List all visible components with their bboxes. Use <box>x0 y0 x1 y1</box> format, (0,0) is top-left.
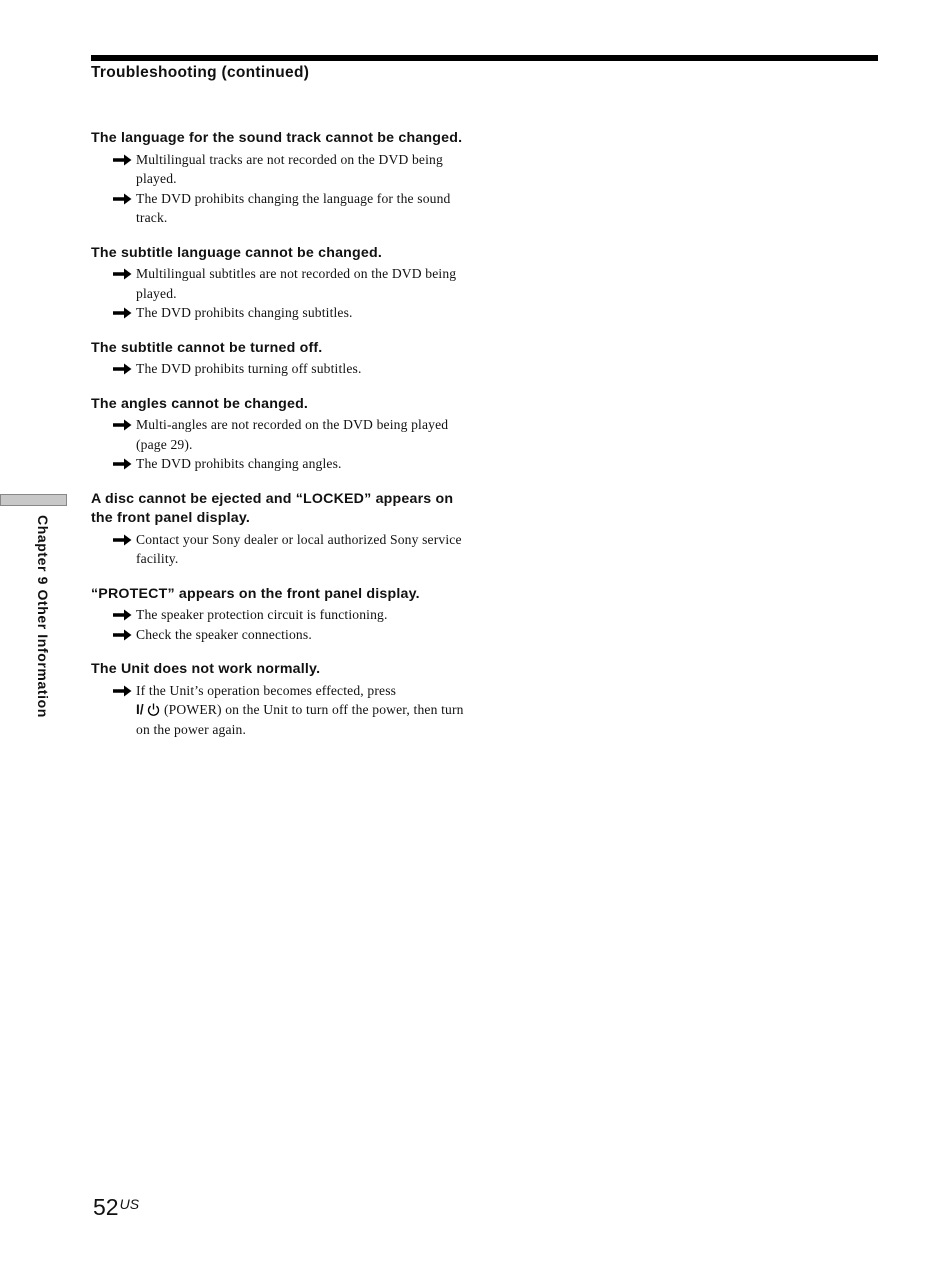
bullet-text: The DVD prohibits turning off subtitles. <box>136 361 362 376</box>
trouble-item <box>91 660 471 739</box>
bullet-text: (POWER) on the Unit to turn off the power, then turn on the power again. <box>136 702 464 737</box>
item-heading: A disc cannot be ejected and “LOCKED” appears on the front panel display. <box>91 490 454 526</box>
bullet-item <box>91 189 471 228</box>
bullet-item <box>91 359 471 379</box>
bullet-item <box>91 150 471 189</box>
page-number-value: 52 <box>93 1194 119 1220</box>
arrow-right-icon <box>113 534 132 546</box>
arrow-right-icon <box>113 154 132 166</box>
page-number <box>93 1194 139 1221</box>
item-heading: “PROTECT” appears on the front panel display. <box>91 585 420 602</box>
bullet-item <box>91 605 471 625</box>
power-symbol-text: I/ <box>136 702 144 717</box>
arrow-right-icon <box>113 363 132 375</box>
bullet-text: Multilingual tracks are not recorded on the DVD being played. <box>136 151 443 186</box>
trouble-item <box>91 129 471 228</box>
arrow-right-icon <box>113 685 132 697</box>
bullet-item <box>91 681 471 740</box>
arrow-right-icon <box>113 419 132 431</box>
bullet-text: Check the speaker connections. <box>136 626 312 642</box>
power-icon <box>147 703 160 716</box>
trouble-item <box>91 585 471 645</box>
bullet-text: Contact your Sony dealer or local authorized Sony service facility. <box>136 531 462 566</box>
item-heading: The Unit does not work normally. <box>91 661 321 677</box>
bullet-item <box>91 454 471 474</box>
arrow-right-icon <box>113 193 132 205</box>
section-title: Troubleshooting (continued) <box>91 64 310 81</box>
bullet-item <box>91 625 471 645</box>
arrow-right-icon <box>113 458 132 470</box>
arrow-right-icon <box>113 629 132 641</box>
trouble-item <box>91 490 471 569</box>
trouble-item <box>91 339 471 379</box>
bullet-text: If the Unit’s operation becomes effected, press <box>136 682 397 698</box>
troubleshooting-list <box>91 129 471 755</box>
trouble-item <box>91 395 471 474</box>
trouble-item <box>91 244 471 323</box>
bullet-text: The DVD prohibits changing angles. <box>136 456 342 471</box>
chapter-tab <box>0 494 67 506</box>
page-number-suffix: US <box>119 1196 140 1212</box>
bullet-text: The DVD prohibits changing the language for the sound track. <box>136 190 451 225</box>
bullet-text: Multi-angles are not recorded on the DVD being played (page 29). <box>136 417 449 452</box>
item-heading: The angles cannot be changed. <box>91 395 309 412</box>
item-heading: The subtitle language cannot be changed. <box>91 244 382 261</box>
arrow-right-icon <box>113 307 132 319</box>
bullet-item <box>91 303 471 323</box>
bullet-text: Multilingual subtitles are not recorded on the DVD being played. <box>136 266 457 301</box>
bullet-text: The speaker protection circuit is functioning. <box>136 607 388 622</box>
bullet-item <box>91 264 471 303</box>
bullet-item <box>91 530 471 569</box>
top-rule <box>91 55 878 61</box>
item-heading: The language for the sound track cannot be changed. <box>91 130 463 146</box>
arrow-right-icon <box>113 609 132 621</box>
item-heading: The subtitle cannot be turned off. <box>91 339 323 356</box>
bullet-text: The DVD prohibits changing subtitles. <box>136 305 353 320</box>
bullet-item <box>91 415 471 454</box>
chapter-label: Chapter 9 Other Information <box>35 515 51 718</box>
arrow-right-icon <box>113 268 132 280</box>
